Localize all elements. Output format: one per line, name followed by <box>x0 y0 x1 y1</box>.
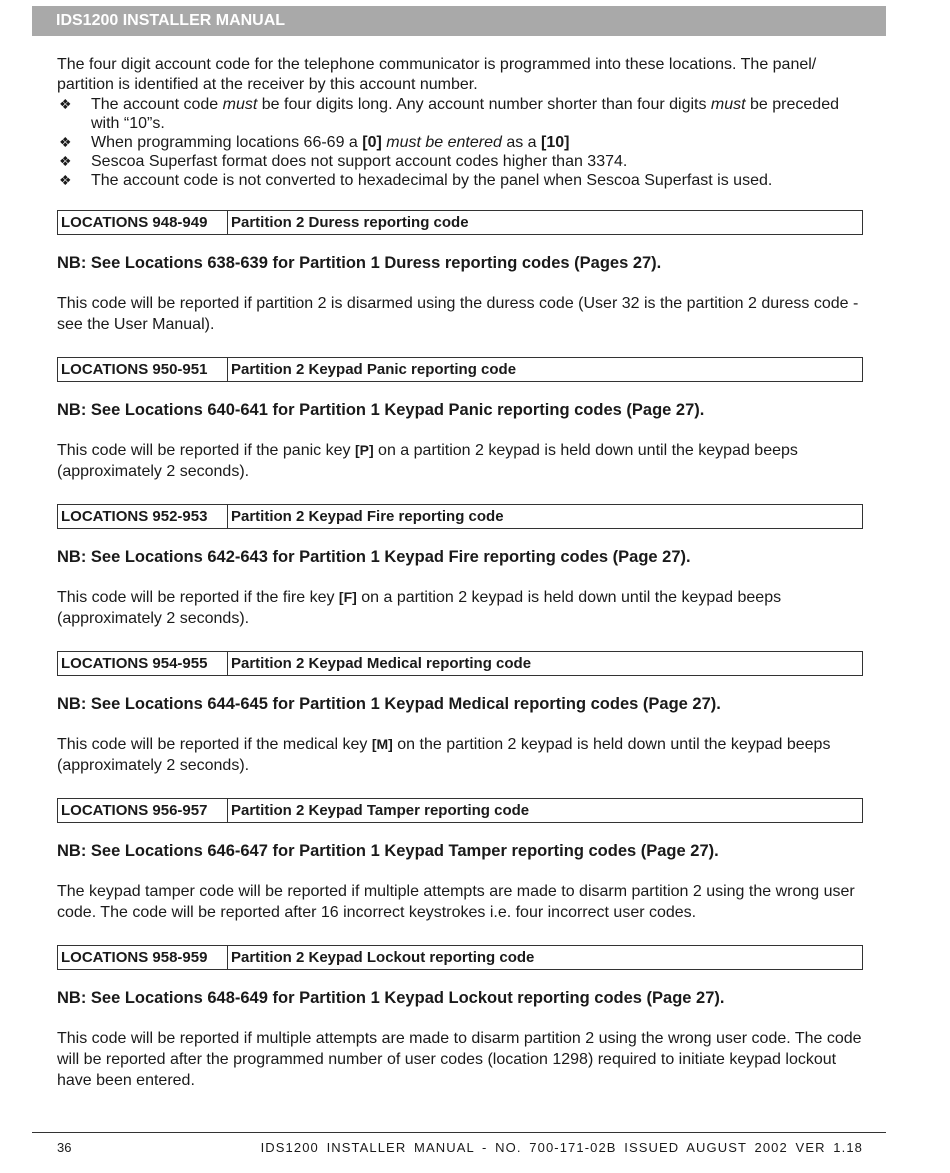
bullet-text: Sescoa Superfast format does not support account codes higher than 3374. <box>91 153 628 170</box>
location-title: Partition 2 Keypad Panic reporting code <box>231 361 517 378</box>
location-range: LOCATIONS 956-957 <box>58 799 228 822</box>
diamond-bullet-icon: ❖ <box>59 134 72 150</box>
location-range: LOCATIONS 958-959 <box>58 946 228 969</box>
section-panic <box>57 357 867 482</box>
description-text: This code will be reported if the medical key <box>57 736 372 753</box>
intro-line-2: partition is identified at the receiver by this account number. <box>57 76 478 93</box>
bullet-item <box>57 152 867 171</box>
bullet-emphasis: must be entered <box>381 134 502 151</box>
bullet-bold: [10] <box>541 134 570 151</box>
description-text: This code will be reported if the fire key <box>57 589 339 606</box>
location-range: LOCATIONS 952-953 <box>58 505 228 528</box>
section-lockout <box>57 945 867 1091</box>
diamond-bullet-icon: ❖ <box>59 96 72 112</box>
location-box <box>57 210 863 235</box>
section-duress <box>57 210 867 335</box>
location-box <box>57 798 863 823</box>
bullet-text: be preceded with “10”s. <box>91 96 839 132</box>
description-text: on a partition 2 keypad is held down until the keypad beeps (approximately 2 seconds). <box>57 442 798 480</box>
location-box <box>57 945 863 970</box>
location-range: LOCATIONS 954-955 <box>58 652 228 675</box>
key-label: [M] <box>371 736 393 752</box>
key-label: [P] <box>354 442 374 458</box>
key-label: [F] <box>338 589 357 605</box>
location-box <box>57 651 863 676</box>
intro-line-1: The four digit account code for the telephone communicator is programmed into these locations. The panel/ <box>57 56 817 73</box>
nb-note: NB: See Locations 642-643 for Partition 1 Keypad Fire reporting codes (Page 27). <box>57 548 691 566</box>
section-fire <box>57 504 867 629</box>
intro-bullets <box>57 95 867 190</box>
bullet-emphasis: must <box>222 96 258 113</box>
description-text: on a partition 2 keypad is held down until the keypad beeps (approximately 2 seconds). <box>57 589 782 627</box>
section-description: This code will be reported if partition 2 is disarmed using the duress code (User 32 is the partition 2 duress code - see the User Manual). <box>57 295 859 333</box>
nb-note: NB: See Locations 640-641 for Partition 1 Keypad Panic reporting codes (Page 27). <box>57 401 705 419</box>
location-title: Partition 2 Duress reporting code <box>231 214 469 231</box>
section-description <box>57 587 867 629</box>
bullet-item <box>57 95 867 133</box>
location-box <box>57 504 863 529</box>
bullet-text: When programming locations 66-69 a <box>91 134 363 151</box>
page-number: 36 <box>57 1140 72 1155</box>
bullet-item <box>57 133 867 152</box>
nb-note: NB: See Locations 646-647 for Partition 1 Keypad Tamper reporting codes (Page 27). <box>57 842 719 860</box>
location-range: LOCATIONS 950-951 <box>58 358 228 381</box>
footer-divider <box>32 1132 886 1133</box>
bullet-item <box>57 171 867 190</box>
nb-note: NB: See Locations 638-639 for Partition 1 Duress reporting codes (Pages 27). <box>57 254 662 272</box>
section-tamper <box>57 798 867 923</box>
page-content <box>57 55 867 1091</box>
location-title: Partition 2 Keypad Fire reporting code <box>231 508 504 525</box>
location-box <box>57 357 863 382</box>
location-title: Partition 2 Keypad Lockout reporting code <box>231 949 535 966</box>
section-description: The keypad tamper code will be reported if multiple attempts are made to disarm partition 2 using the wrong user code. The code will be reported after 16 incorrect keystrokes i.e. four incorrect user codes. <box>57 883 855 921</box>
footer-title: IDS1200 INSTALLER MANUAL - NO. 700-171-02B ISSUED AUGUST 2002 VER 1.18 <box>260 1140 863 1155</box>
header-title: IDS1200 INSTALLER MANUAL <box>56 12 286 29</box>
diamond-bullet-icon: ❖ <box>59 172 72 188</box>
bullet-text: The account code is not converted to hexadecimal by the panel when Sescoa Superfast is used. <box>91 172 773 189</box>
location-title: Partition 2 Keypad Tamper reporting code <box>231 802 530 819</box>
page-header <box>32 6 886 36</box>
section-description <box>57 440 867 482</box>
bullet-text: The account code <box>91 96 223 113</box>
location-range: LOCATIONS 948-949 <box>58 211 228 234</box>
nb-note: NB: See Locations 644-645 for Partition 1 Keypad Medical reporting codes (Page 27). <box>57 695 721 713</box>
intro <box>57 55 867 190</box>
description-text: on the partition 2 keypad is held down until the keypad beeps (approximately 2 seconds). <box>57 736 831 774</box>
bullet-emphasis: must <box>710 96 746 113</box>
description-text: This code will be reported if the panic key <box>57 442 355 459</box>
section-medical <box>57 651 867 776</box>
bullet-text: be four digits long. Any account number shorter than four digits <box>257 96 711 113</box>
bullet-text: as a <box>501 134 542 151</box>
location-title: Partition 2 Keypad Medical reporting code <box>231 655 532 672</box>
section-description <box>57 734 867 776</box>
bullet-bold: [0] <box>362 134 382 151</box>
section-description: This code will be reported if multiple attempts are made to disarm partition 2 using the wrong user code. The code will be reported after the programmed number of user codes (location 1298) required to initiate keypad lockout have been entered. <box>57 1030 862 1089</box>
nb-note: NB: See Locations 648-649 for Partition 1 Keypad Lockout reporting codes (Page 27). <box>57 989 725 1007</box>
diamond-bullet-icon: ❖ <box>59 153 72 169</box>
